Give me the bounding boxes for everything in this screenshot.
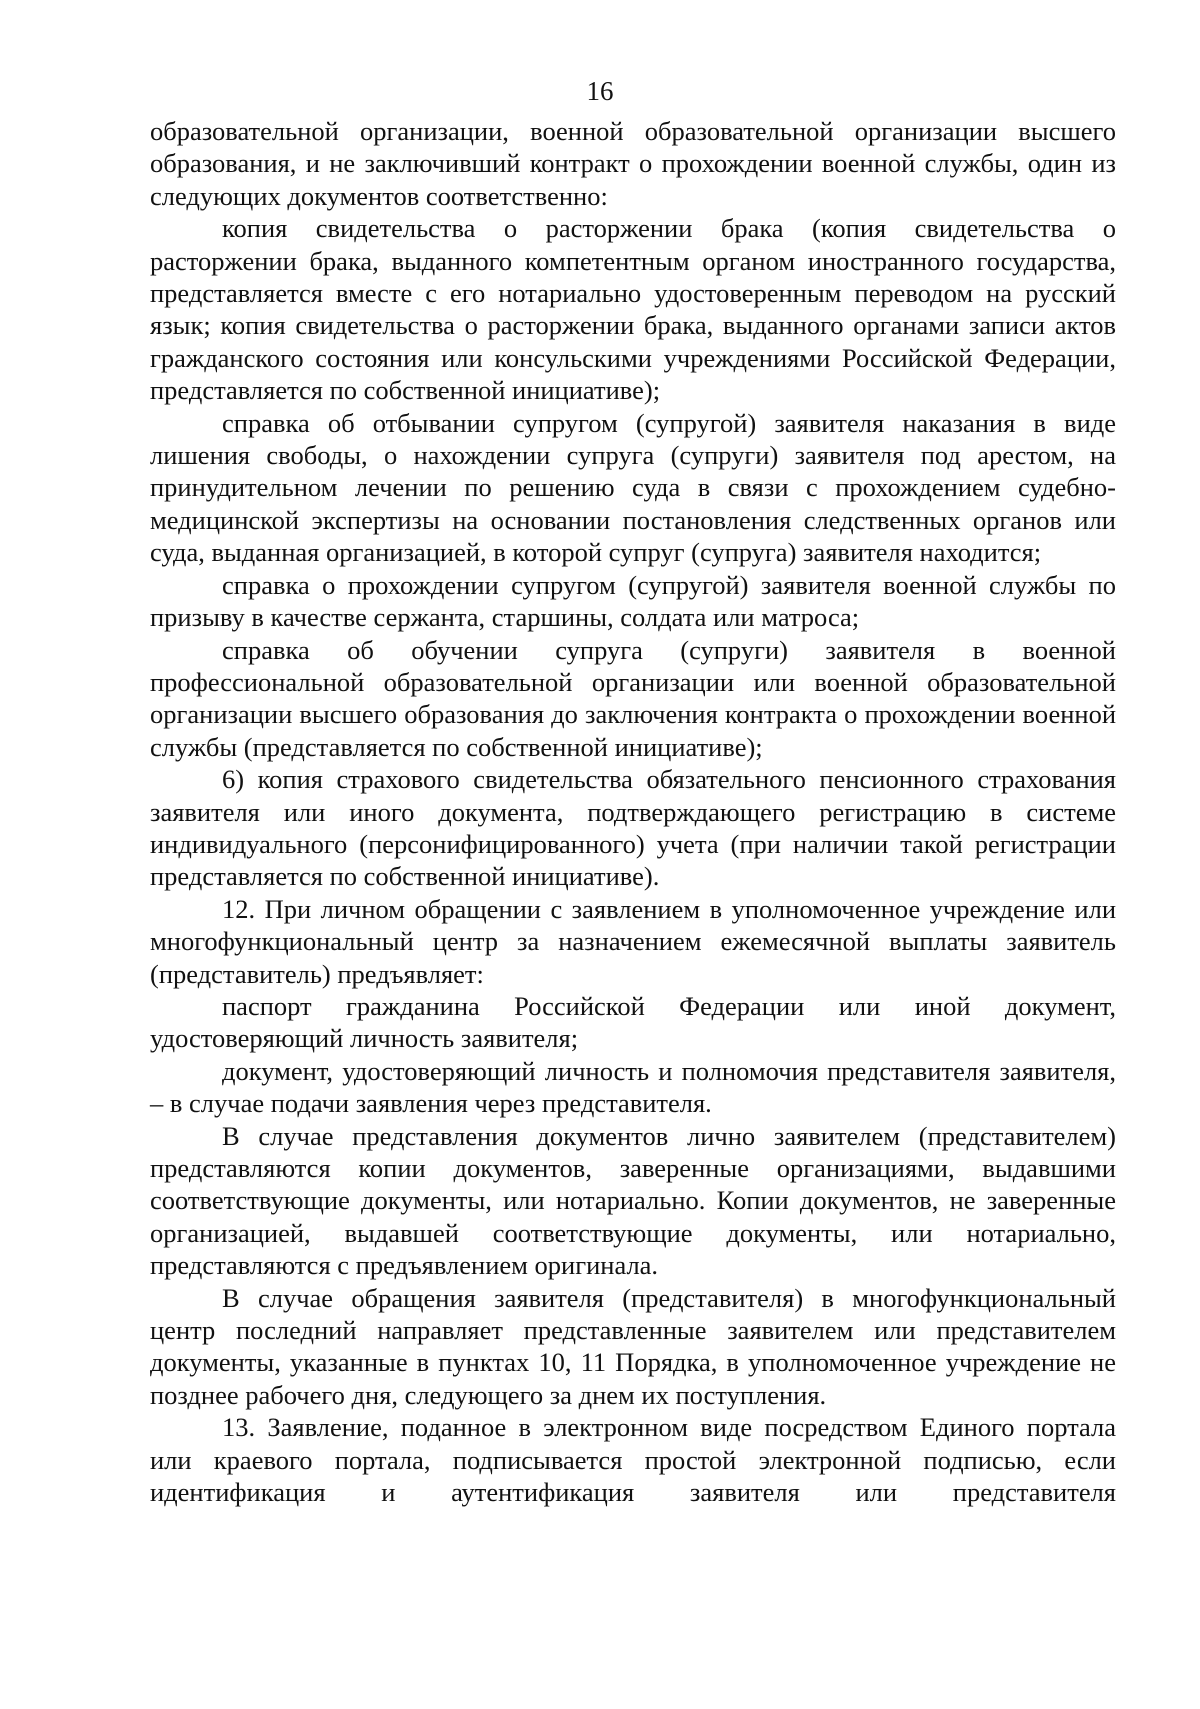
paragraph-continuation: образовательной организации, военной образовательной организации высшего образования, и не заключивший контракт о прохождении военной службы, один из следующих документов соответственно:	[150, 116, 1116, 211]
paragraph-mfc-forwarding: В случае обращения заявителя (представителя) в многофункциональный центр последний направляет представленные заявителем или представителем документы, указанные в пунктах 10, 11 Порядка, в уполномоченное учреждение не позднее рабочего дня, следующего за днем их поступления.	[150, 1282, 1116, 1410]
paragraph-divorce-certificate: копия свидетельства о расторжении брака (копия свидетельства о расторжении брака, выданного компетентным органом иностранного государства, представляется вместе с его нотариально удостоверенным переводом на русский язык; копия свидетельства о расторжении брака, выданного органами записи актов гражданского состояния или консульскими учреждениями Российской Федерации, представляется по собственной инициативе);	[150, 213, 1116, 406]
paragraph-item-12: 12. При личном обращении с заявлением в уполномоченное учреждение или многофункциональный центр за назначением ежемесячной выплаты заявитель (представитель) предъявляет:	[150, 893, 1116, 989]
page-number: 16	[586, 76, 614, 106]
paragraph-document-copies: В случае представления документов лично заявителем (представителем) представляются копии документов, заверенные организациями, выдавшими соответствующие документы, или нотариально. Копии документов, не заверенные организацией, выдавшей соответствующие документы, или нотариально, представляются с предъявлением оригинала.	[150, 1120, 1116, 1281]
paragraph-passport: паспорт гражданина Российской Федерации или иной документ, удостоверяющий личность заявителя;	[150, 990, 1116, 1054]
document-body	[150, 115, 1116, 1508]
paragraph-military-education-certificate: справка об обучении супруга (супруги) заявителя в военной профессиональной образовательной организации или военной образовательной организации высшего образования до заключения контракта о прохождении военной службы (представляется по собственной инициативе);	[150, 634, 1116, 762]
paragraph-representative-document: документ, удостоверяющий личность и полномочия представителя заявителя, – в случае подачи заявления через представителя.	[150, 1055, 1116, 1119]
paragraph-imprisonment-certificate: справка об отбывании супругом (супругой) заявителя наказания в виде лишения свободы, о нахождении супруга (супруги) заявителя под арестом, на принудительном лечении по решению суда в связи с прохождением судебно-медицинской экспертизы на основании постановления следственных органов или суда, выданная организацией, в которой супруг (супруга) заявителя находится;	[150, 407, 1116, 568]
paragraph-item-13: 13. Заявление, поданное в электронном виде посредством Единого портала или краевого портала, подписывается простой электронной подписью, если идентификация и аутентификация заявителя или представителя	[150, 1412, 1116, 1508]
paragraph-military-service-certificate: справка о прохождении супругом (супругой) заявителя военной службы по призыву в качестве сержанта, старшины, солдата или матроса;	[150, 569, 1116, 633]
paragraph-item-6-insurance: 6) копия страхового свидетельства обязательного пенсионного страхования заявителя или иного документа, подтверждающего регистрацию в системе индивидуального (персонифицированного) учета (при наличии такой регистрации представляется по собственной инициативе).	[150, 764, 1116, 892]
